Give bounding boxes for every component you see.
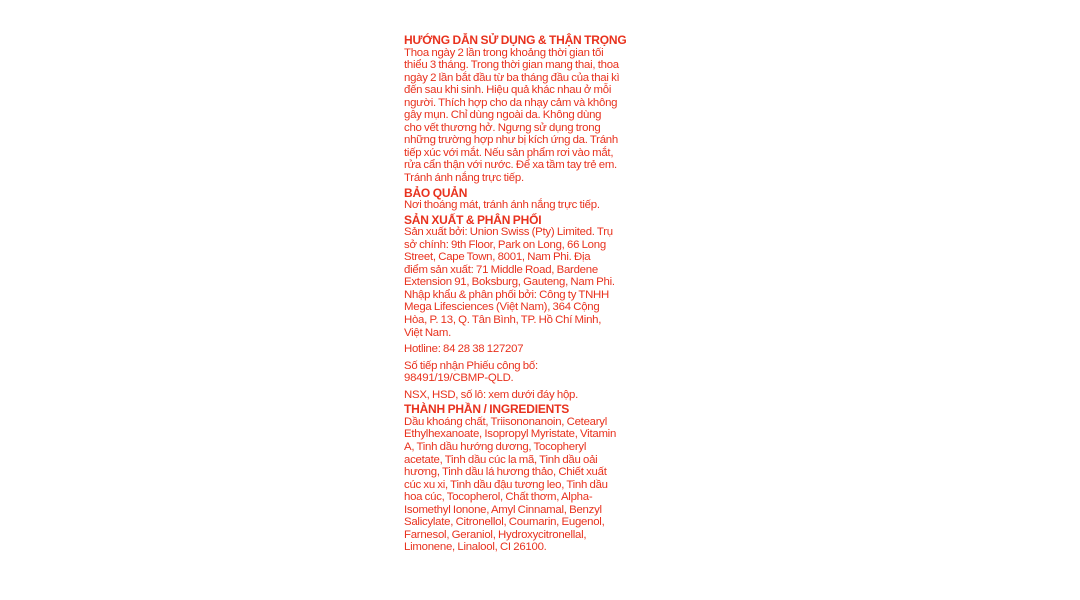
product-label-text xyxy=(404,34,644,554)
hotline-text: Hotline: 84 28 38 127207 xyxy=(404,343,524,356)
storage-text: Nơi thoáng mát, tránh ánh nắng trực tiếp. xyxy=(404,199,600,212)
batch-info-text: NSX, HSD, số lô: xem dưới đáy hộp. xyxy=(404,388,579,401)
ingredients-section xyxy=(404,403,644,554)
registration-text: Số tiếp nhận Phiếu công bố: 98491/19/CBMP-QLD. xyxy=(404,359,538,385)
storage-section xyxy=(404,187,644,212)
usage-section xyxy=(404,34,644,185)
usage-heading: HƯỚNG DẪN SỬ DỤNG & THẬN TRỌNG xyxy=(404,33,627,47)
ingredients-heading: THÀNH PHẦN / INGREDIENTS xyxy=(404,402,570,417)
storage-heading: BẢO QUẢN xyxy=(404,185,468,200)
ingredients-text: Dầu khoáng chất, Triisononanoin, Cetearyl Ethylhexanoate, Isopropyl Myristate, Vitamin A, Tinh dầu hướng dương, Tocopheryl acetate, Tinh dầu cúc la mã, Tinh dầu oải hương, Tinh dầu lá hương thảo, Chiết xuất cúc xu xi, Tinh dầu đậu tương leo, Tinh dầu hoa cúc, Tocopherol, Chất thơm, Alpha- Isomethyl Ionone, Amyl Cinnamal, Benzyl Salicylate, Citronellol, Coumarin, Eugenol, Farnesol, Geraniol, Hydroxycitronellal, Limonene, Linalool, CI 26100. xyxy=(404,415,617,554)
manufacturer-heading: SẢN XUẤT & PHÂN PHỐI xyxy=(404,212,542,227)
usage-text: Thoa ngày 2 lần trong khoảng thời gian tối thiểu 3 tháng. Trong thời gian mang thai, thoa ngày 2 lần bắt đầu từ ba tháng đầu của thai kì đến sau khi sinh. Hiệu quả khác nhau ở mỗi người. Thích hợp cho da nhạy cảm và không gây mụn. Chỉ dùng ngoài da. Không dùng cho vết thương hở. Ngưng sử dụng trong những trường hợp như bị kích ứng da. Tránh tiếp xúc với mắt. Nếu sản phẩm rơi vào mắt, rửa cẩn thận với nước. Để xa tầm tay trẻ em. Tránh ánh nắng trực tiếp. xyxy=(404,46,620,185)
manufacturer-text: Sản xuất bởi: Union Swiss (Pty) Limited. Trụ sở chính: 9th Floor, Park on Long, 66 Long Street, Cape Town, 8001, Nam Phi. Địa điểm sản xuất: 71 Middle Road, Bardene Extension 91, Boksburg, Gauteng, Nam Phi. Nhập khẩu & phân phối bởi: Công ty TNHH Mega Lifesciences (Việt Nam), 364 Cộng Hòa, P. 13, Q. Tân Bình, TP. Hồ Chí Minh, Việt Nam. xyxy=(404,226,615,339)
manufacturer-section xyxy=(404,214,644,402)
